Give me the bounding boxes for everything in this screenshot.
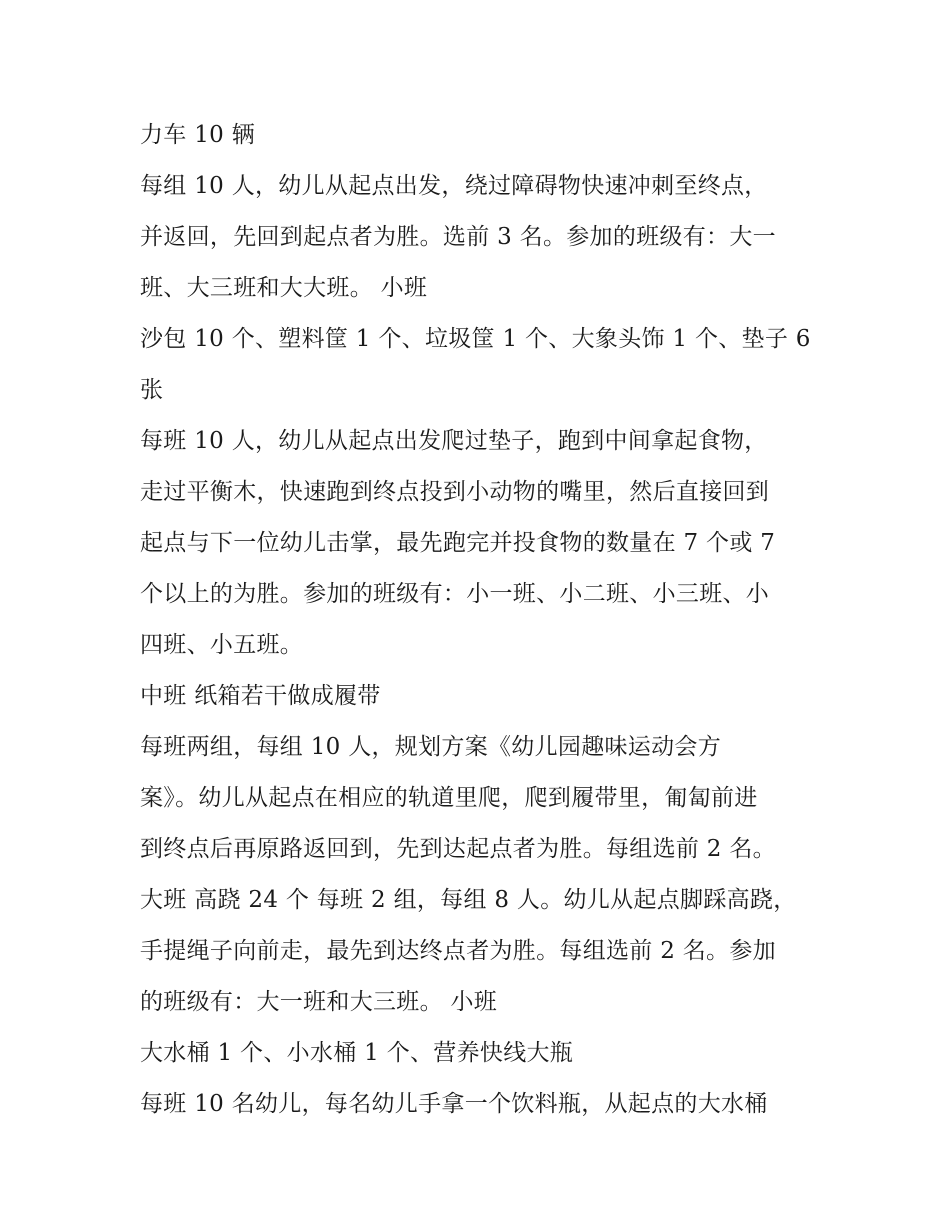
text-line: 每组 10 人，幼儿从起点出发，绕过障碍物快速冲刺至终点， (140, 173, 768, 199)
text-line: 四班、小五班。 (140, 632, 304, 658)
text-line: 张 (140, 377, 164, 403)
text-line: 到终点后再原路返回到，先到达起点者为胜。每组选前 2 名。 (140, 836, 776, 862)
text-line: 力车 10 辆 (140, 122, 255, 148)
document-body (140, 110, 820, 1130)
text-line: 起点与下一位幼儿击掌，最先跑完并投食物的数量在 7 个或 7 (140, 530, 776, 556)
text-line: 并返回，先回到起点者为胜。选前 3 名。参加的班级有：大一 (140, 224, 776, 250)
text-line: 每班 10 人，幼儿从起点出发爬过垫子，跑到中间拿起食物， (140, 428, 768, 454)
text-line: 的班级有：大一班和大三班。 小班 (140, 989, 498, 1015)
text-line: 案》。幼儿从起点在相应的轨道里爬，爬到履带里，匍匐前进 (140, 785, 758, 811)
text-line: 大班 高跷 24 个 每班 2 组，每组 8 人。幼儿从起点脚踩高跷， (140, 887, 797, 913)
text-line: 每班两组，每组 10 人，规划方案《幼儿园趣味运动会方 (140, 734, 721, 760)
text-line: 走过平衡木，快速跑到终点投到小动物的嘴里，然后直接回到 (140, 479, 770, 505)
text-line: 大水桶 1 个、小水桶 1 个、营养快线大瓶 (140, 1040, 574, 1066)
text-line: 班、大三班和大大班。 小班 (140, 275, 428, 301)
text-line: 沙包 10 个、塑料筐 1 个、垃圾筐 1 个、大象头饰 1 个、垫子 6 (140, 326, 811, 352)
text-line: 个以上的为胜。参加的班级有：小一班、小二班、小三班、小 (140, 581, 770, 607)
text-line: 手提绳子向前走，最先到达终点者为胜。每组选前 2 名。参加 (140, 938, 776, 964)
text-line: 中班 纸箱若干做成履带 (140, 683, 381, 709)
text-line: 每班 10 名幼儿，每名幼儿手拿一个饮料瓶，从起点的大水桶 (140, 1091, 768, 1117)
